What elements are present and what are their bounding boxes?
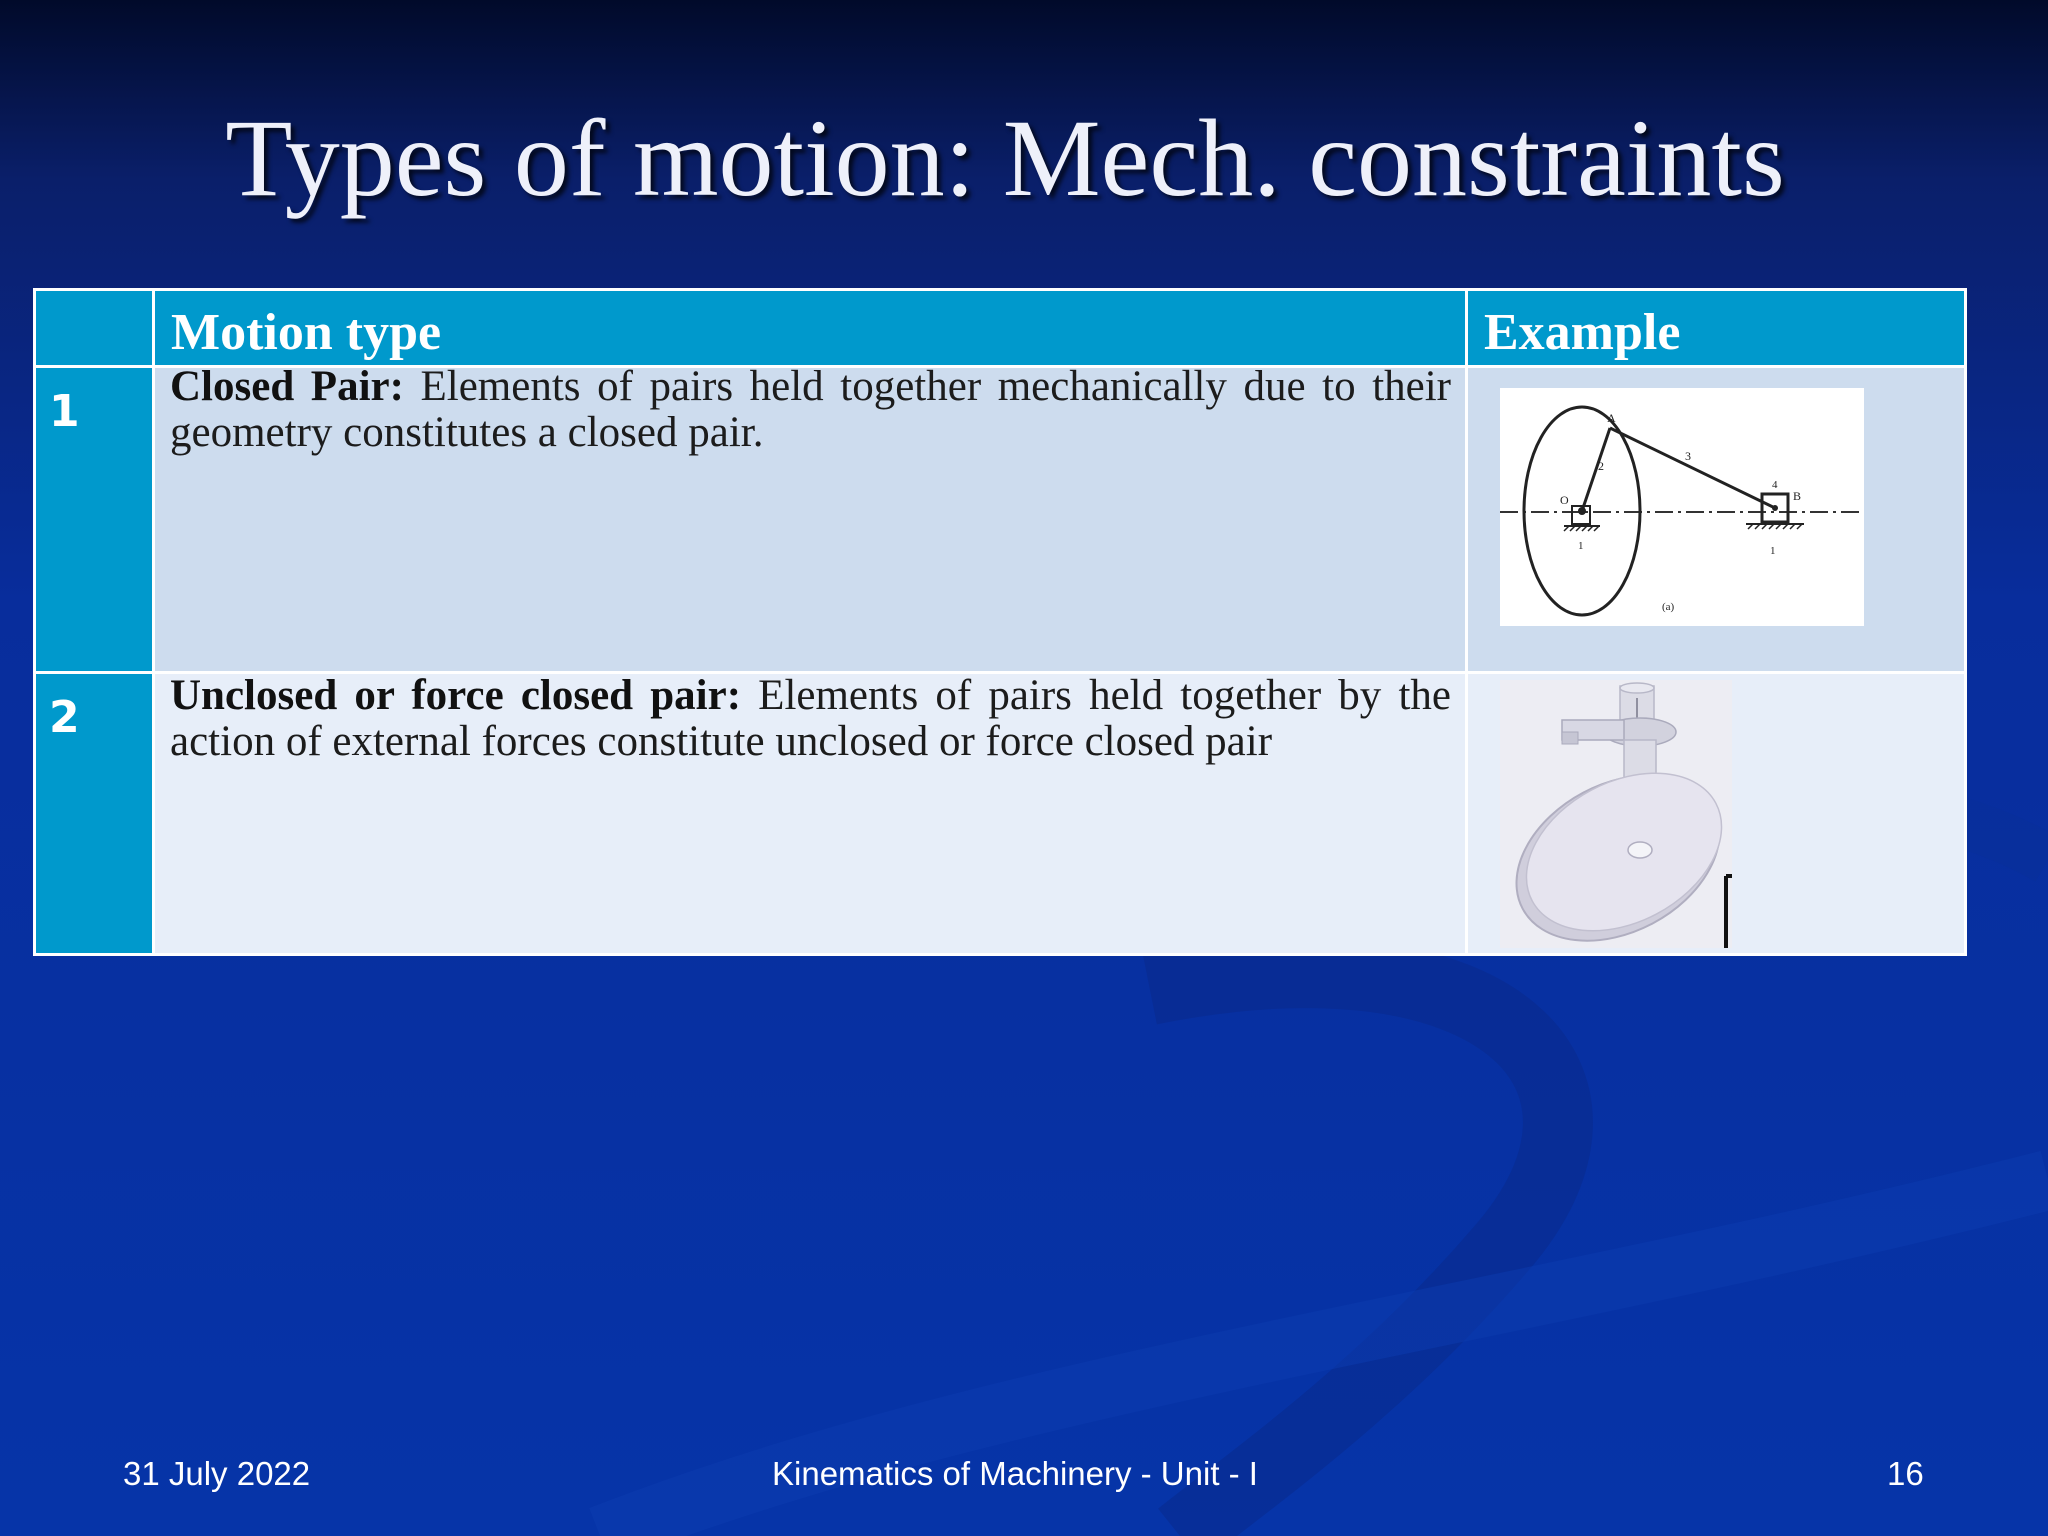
- slide-title: Types of motion: Mech. constraints: [225, 97, 1785, 219]
- svg-text:4: 4: [1772, 479, 1778, 491]
- svg-text:(a): (a): [1662, 601, 1675, 613]
- row-example: [1467, 673, 1966, 955]
- svg-text:A: A: [1607, 411, 1616, 425]
- row-number: 2: [35, 673, 154, 955]
- footer-course-title: Kinematics of Machinery - Unit - I: [772, 1455, 1258, 1492]
- cam-follower-illustration: [1500, 680, 1732, 948]
- footer-date: 31 July 2022: [123, 1455, 311, 1492]
- row-description: [154, 363, 1467, 673]
- table-row: [35, 673, 1966, 955]
- svg-text:1: 1: [1578, 540, 1584, 552]
- slider-crank-diagram: [1500, 388, 1864, 626]
- description-text: Elements of pairs held together mechanically due to their geometry constitutes a closed pair.: [170, 363, 1451, 456]
- row-example: [1467, 367, 1966, 673]
- header-number: [35, 290, 154, 367]
- term-force-closed-pair: Unclosed or force closed pair:: [170, 672, 742, 719]
- description-text: Elements of pairs held together by the action of external forces constitute unclosed or force closed pair: [170, 672, 1451, 765]
- svg-text:2: 2: [1598, 459, 1604, 473]
- svg-text:O: O: [1560, 493, 1569, 507]
- footer-page-number: 16: [1887, 1455, 1924, 1492]
- svg-text:B: B: [1793, 489, 1802, 503]
- table-header-row: [35, 290, 1966, 367]
- header-example: Example: [1467, 290, 1966, 367]
- header-motion-type: Motion type: [154, 290, 1467, 367]
- row-number: 1: [35, 367, 154, 673]
- svg-text:1: 1: [1770, 545, 1776, 557]
- term-closed-pair: Closed Pair:: [170, 363, 404, 410]
- motion-types-table: [33, 288, 1967, 956]
- row-description: [154, 673, 1467, 955]
- svg-text:3: 3: [1685, 449, 1691, 463]
- table-row: [35, 367, 1966, 673]
